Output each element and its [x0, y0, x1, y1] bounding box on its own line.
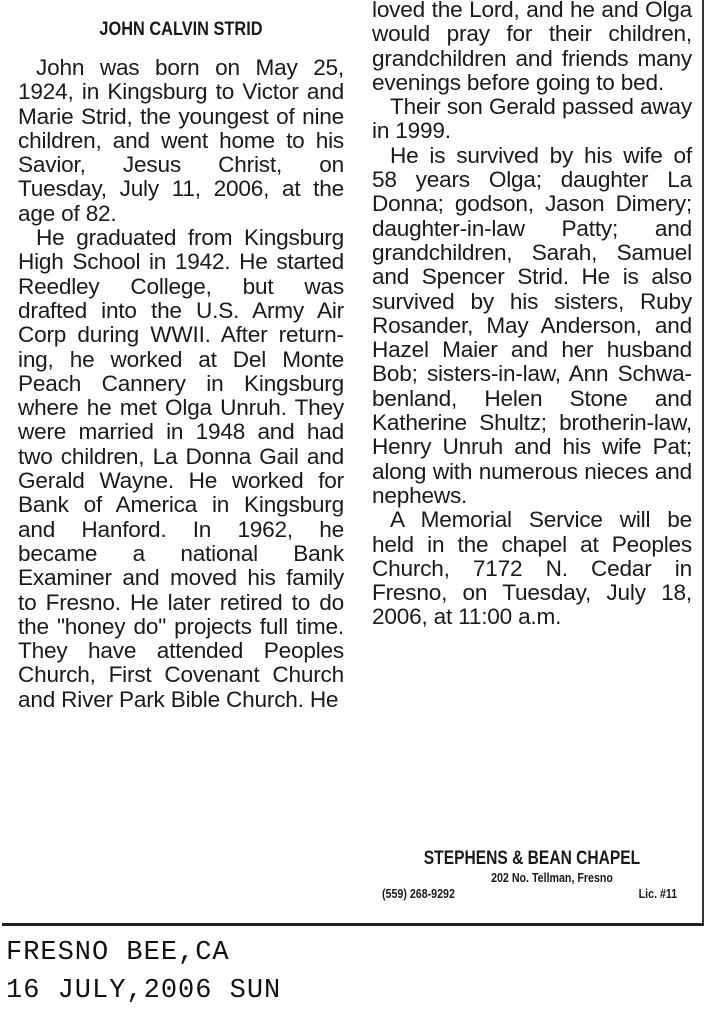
source-citation [6, 934, 281, 1010]
paragraph-birth: John was born on May 25, 1924, in Kingsburg to Victor and Marie Strid, the youngest of nine children, and went home to his Savior, Jesus Christ, on Tuesday, July 11, 2006, at the age of 82. [18, 55, 344, 226]
obituary-clipping [2, 0, 704, 926]
paragraph-survivors: He is survived by his wife of 58 years Olga; daughter La Donna; godson, Jason Dimery; daughter-in-law Patty; and grandchildren, Sarah, Samuel and Spencer Strid. He is also survived by his sisters, Ruby Rosander, May Anderson, and Hazel Maier and her husband Bob; sisters-in-law, Ann Schwabenland, Helen Stone and Katherine Shultz; brotherin-law, Henry Unruh and his wife Pat; along with numerous nieces and nephews. [372, 142, 692, 508]
chapel-phone: (559) 268-9292 [382, 886, 455, 901]
right-column [372, 0, 692, 630]
source-publication: FRESNO BEE,CA [6, 938, 230, 968]
left-column-body [18, 56, 344, 712]
paragraph-memorial: A Memorial Service will be held in the chapel at Peoples Church, 7172 N. Cedar in Fresno, on Tuesday, July 18, 2006, at 11:00 a.m. [372, 507, 692, 630]
chapel-license: Lic. #11 [638, 886, 678, 901]
source-date: 16 JULY,2006 SUN [6, 976, 282, 1006]
paragraph-son: Their son Gerald passed away in 1999. [372, 94, 692, 144]
paragraph-faith: loved the Lord, and he and Olga would pray for their children, grandchildren and friends many evenings before going to bed. [372, 0, 692, 95]
chapel-name: STEPHENS & BEAN CHAPEL [423, 848, 641, 869]
chapel-notice [382, 848, 682, 902]
chapel-address: 202 No. Tellman, Fresno [491, 870, 613, 885]
paragraph-life: He graduated from Kingsburg High School in 1942. He started Reedley College, but was drafted into the U.S. Army Air Corp during WWII. After returning, he worked at Del Monte Peach Cannery in Kingsburg where he met Olga Unruh. They were married in 1948 and had two children, La Donna Gail and Gerald Wayne. He worked for Bank of America in Kingsburg and Hanford. In 1962, he became a national Bank Examiner and moved his family to Fresno. He later retired to do the "honey do" projects full time. They have attended Peoples Church, First Covenant Church and River Park Bible Church. He [18, 225, 344, 712]
obituary-headline: JOHN CALVIN STRID [99, 19, 263, 40]
chapel-contact-row [382, 886, 677, 902]
